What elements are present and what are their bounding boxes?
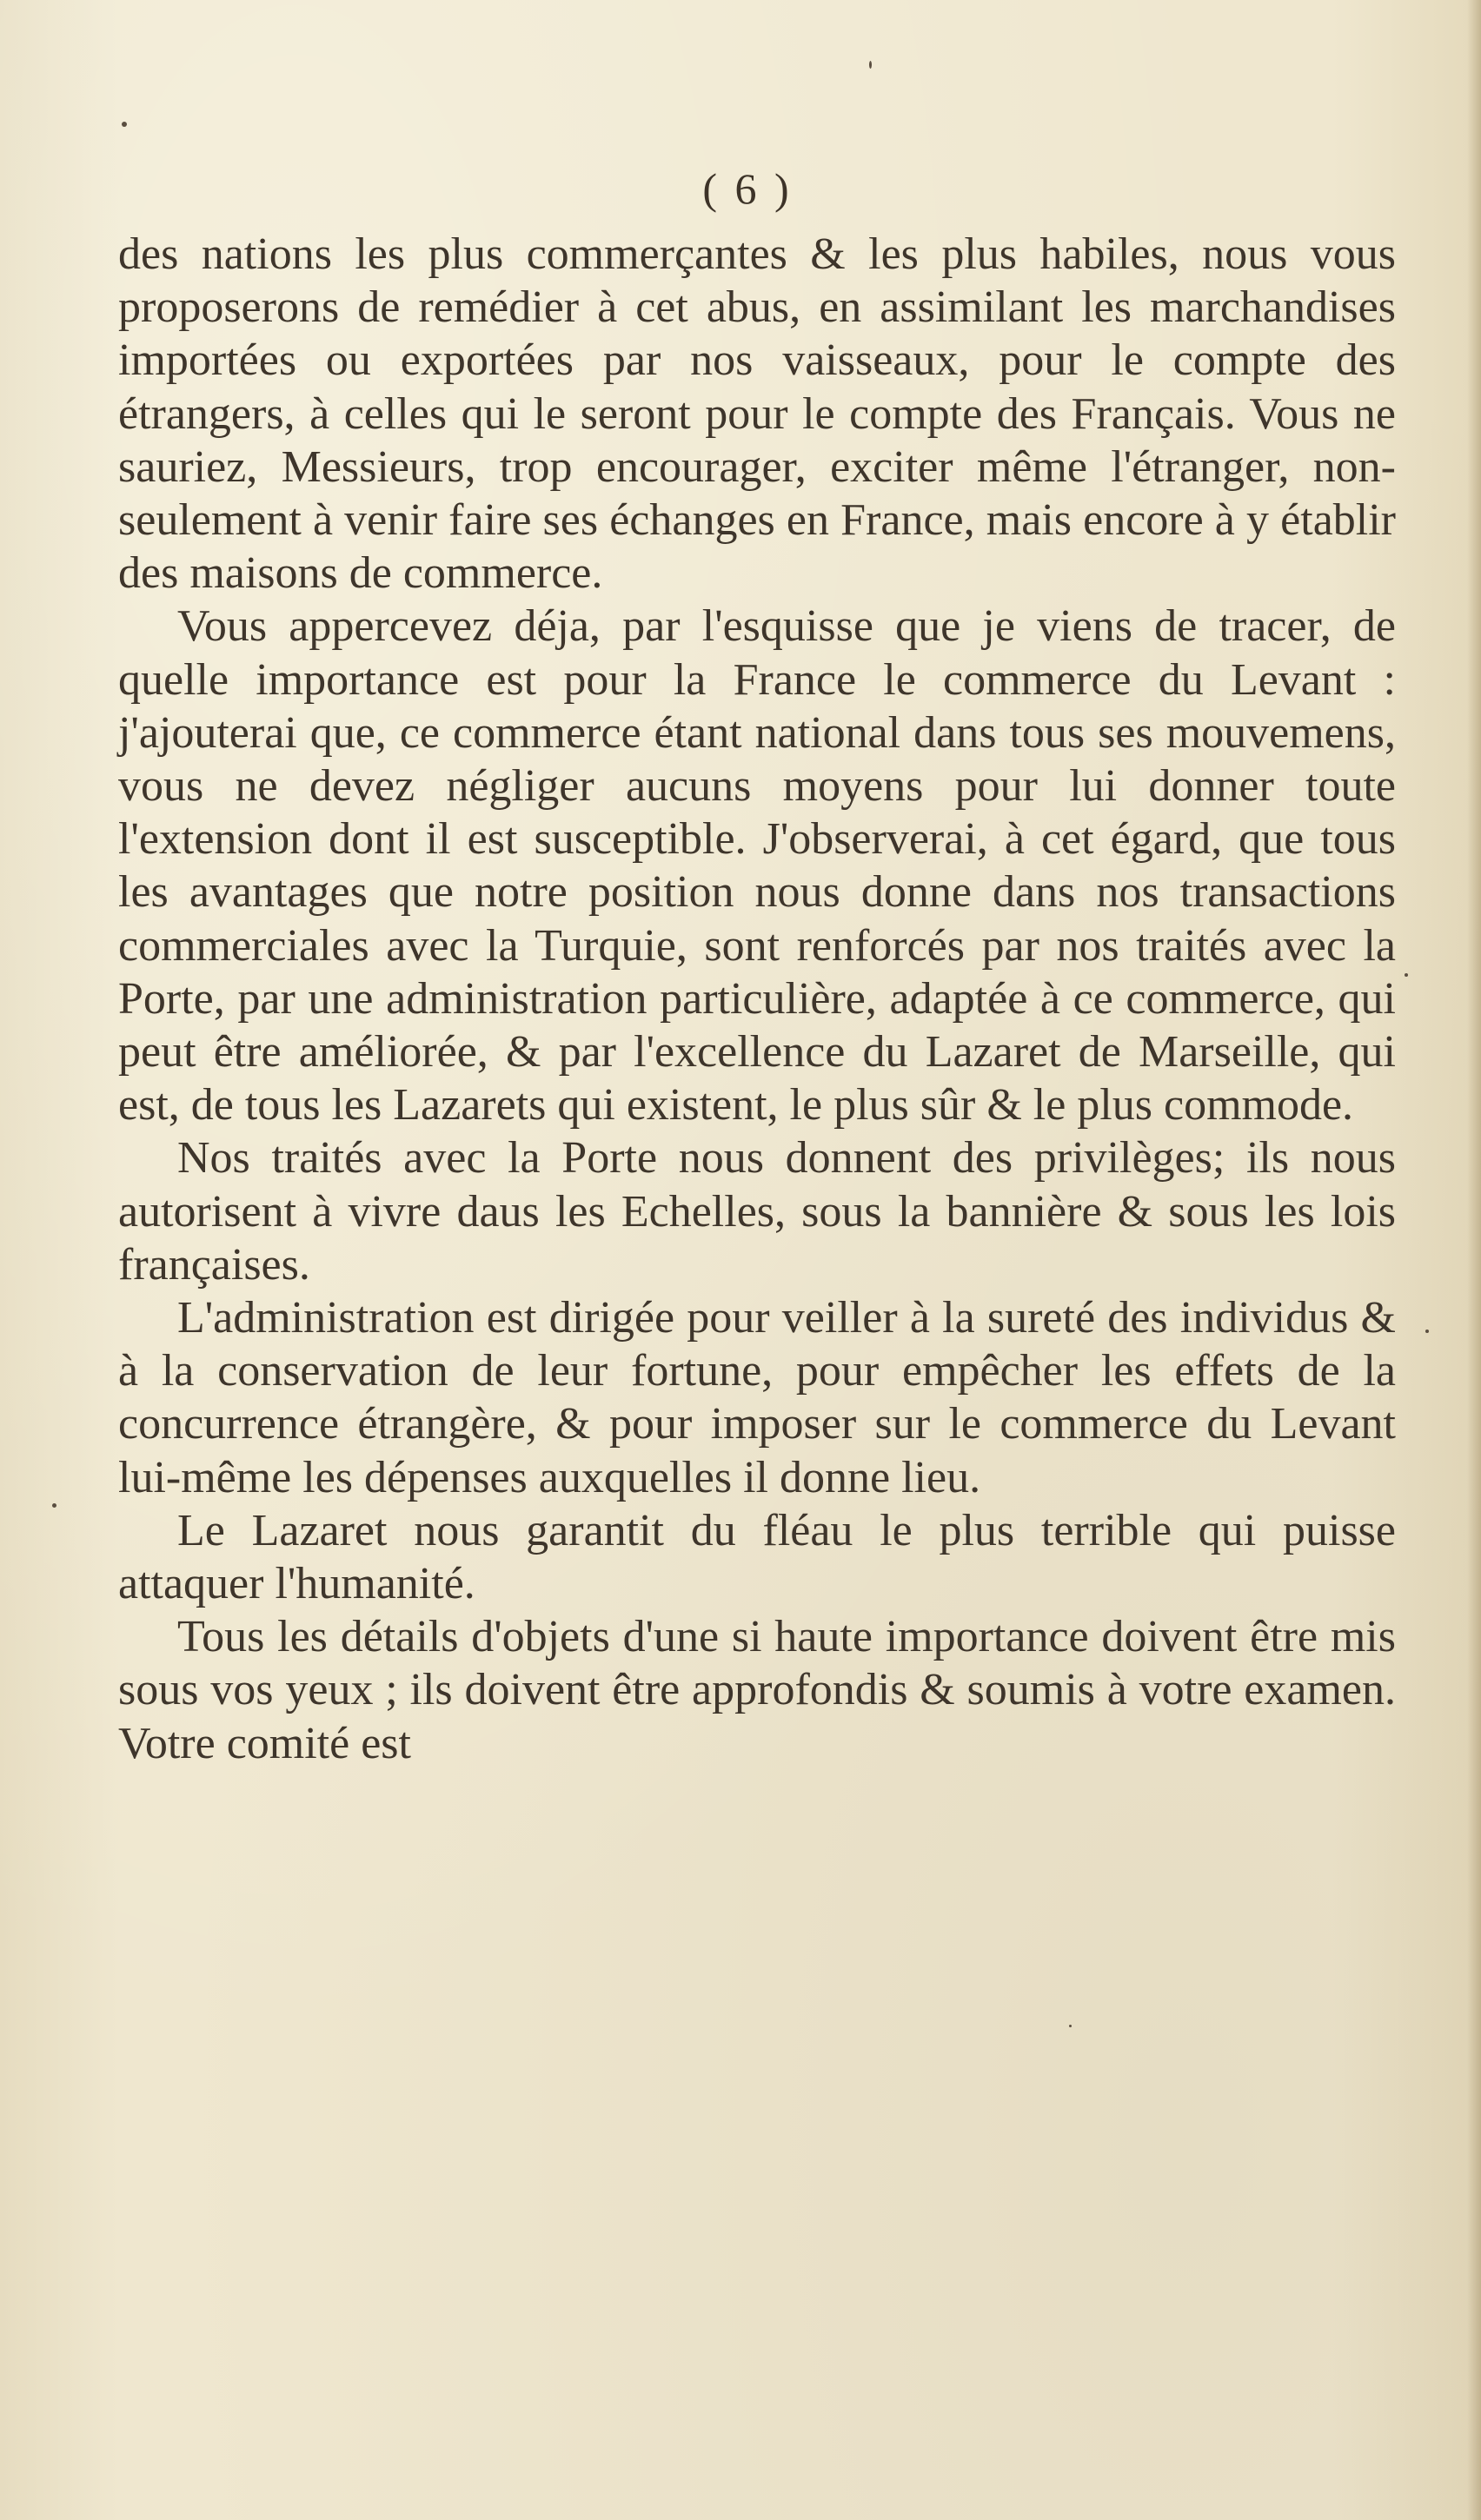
body-text [118,228,1396,1770]
paragraph-4: L'administration est dirigée pour veiller à la sureté des individus & à la conservation de leur fortune, pour empêcher les effets de la concurrence étrangère, & pour imposer sur le commerce du Levant lui-même les dépenses auxquelles il donne lieu. [118,1293,1396,1502]
paragraph-3: Nos traités avec la Porte nous donnent des privilèges; ils nous autorisent à vivre daus les Echelles, sous la bannière & sous les lois françaises. [118,1133,1396,1290]
page-number: ( 6 ) [702,164,793,213]
paragraph-1: des nations les plus commerçantes & les plus habiles, nous vous proposerons de remédier à cet abus, en assimilant les marchandises importées ou exportées par nos vaisseaux, pour le compte des étrangers, à celles qui le seront pour le compte des Français. Vous ne sauriez, Messieurs, trop encourager, exciter même l'étranger, non-seulement à venir faire ses échanges en France, mais encore à y établir des maisons de commerce. [118,229,1396,599]
page-edge-shadow [1467,0,1481,2520]
paragraph-2: Vous appercevez déja, par l'esquisse que je viens de tracer, de quelle importance est pour la France le commerce du Levant : j'ajouterai que, ce commerce étant national dans tous ses mouvemens, vous ne devez négliger aucuns moyens pour lui donner toute l'extension dont il est susceptible. J'observerai, à cet égard, que tous les avantages que notre position nous donne dans nos transactions commerciales avec la Turquie, sont renforcés par nos traités avec la Porte, par une administration particulière, adaptée à ce commerce, qui peut être améliorée, & par l'excellence du Lazaret de Marseille, qui est, de tous les Lazarets qui existent, le plus sûr & le plus commode. [118,601,1396,1131]
paragraph-5: Le Lazaret nous garantit du fléau le plus terrible qui puisse attaquer l'humanité. [118,1505,1396,1609]
paragraph-6: Tous les détails d'objets d'une si haute importance doivent être mis sous vos yeux ; ils doivent être approfondis & soumis à votre examen. Votre comité est [118,1612,1396,1768]
